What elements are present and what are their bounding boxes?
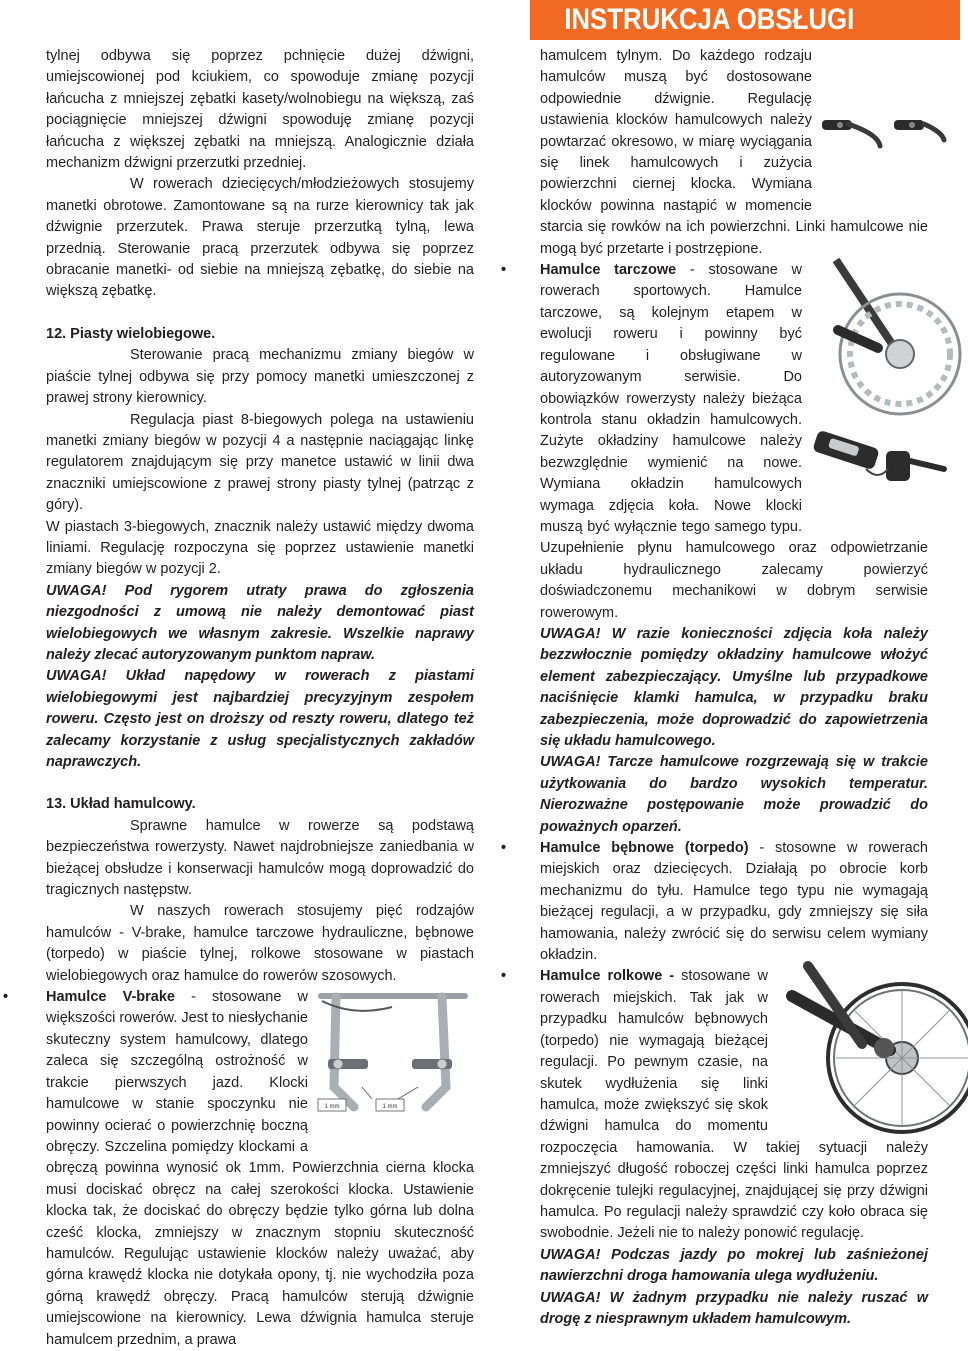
list-item-disc: [501, 260, 928, 624]
gap-label: 1 mm: [382, 1104, 398, 1111]
bullet: •: [501, 840, 507, 857]
list-item-roller: [501, 966, 928, 1244]
warning-text: UWAGA! W żadnym przypadku nie należy ruszać w drogę z niesprawnym układem hamulcowym.: [540, 1289, 928, 1327]
warning-text: UWAGA! Układ napędowy w rowerach z piastami wielobiegowymi jest najbardziej precyzyjnym zespołem roweru. Często jest on droższy od reszty roweru, dlatego też zalecamy korzystanie z usług specjalistycznych zakładów naprawczych.: [46, 668, 474, 770]
vbrake-illustration: [314, 987, 474, 1137]
warning-text: UWAGA! Tarcze hamulcowe rozgrzewają się w trakcie użytkowania do bardzo wysokich temperatur. Nierozważne postępowanie może prowadzić do poważnych oparzeń.: [540, 754, 928, 835]
bullet: •: [501, 968, 507, 985]
warning-text: UWAGA! Pod rygorem utraty prawa do zgłoszenia niezgodności z umową nie należy demontować piast wielobiegowych we własnym zakresie. Wszelkie naprawy należy zlecać autoryzowanym punktom napraw.: [46, 582, 474, 663]
disc-brake-image: [808, 260, 968, 522]
section-heading-12: 12. Piasty wielobiegowe.: [46, 325, 216, 342]
paragraph: W piastach 3-biegowych, znacznik należy ustawić między dwoma liniami. Regulację rozpoczyna się poprzez ustawienie manetki zmiany biegów w pozycji 2.: [46, 518, 474, 578]
paragraph: W rowerach dziecięcych/młodzieżowych stosujemy manetki obrotowe. Zamontowane są na rurze kierownicy tak jak dźwignie przerzutek. Prawa steruje przerzutką tylną, lewa przednią. Sterowanie pracą przerzutek odbywa się poprzez obracanie manetki- od siebie na mniejszą zębatkę, do siebie na większą zębatkę.: [46, 176, 474, 300]
roller-text: stosowane w rowerach miejskich. Tak jak w przypadku hamulców bębnowych (torpedo) nie wymagają bieżącej regulacji. Po pewnym czasie, na skutek wydłużenia się linki hamulca, może zwiększyć się skok dźwigni hamulca do momentu rozpoczęcia hamowania. W takiej sytuacji należy zmniejszyć długość roboczej części linki hamulca poprzez dokręcenie tulejki regulacyjnej, znajdującej się przy dźwigni hamulca. Po regulacji należy sprawdzić czy koło obraca się swobodnie. Jeżeli nie to należy ponowić regulację.: [540, 968, 928, 1242]
paragraph: Regulacja piast 8-biegowych polega na ustawieniu manetki zmiany biegów w pozycji 4 a następnie naciągając linkę regulatorem znajdującym się przy manetce ustawić w linii dwa znaczniki umiejscowione z prawej strony piasty tylnej (patrząc z góry).: [46, 411, 474, 514]
vbrake-image: [314, 987, 474, 1137]
drum-title: Hamulce bębnowe (torpedo): [540, 840, 749, 857]
paragraph: tylnej odbywa się poprzez pchnięcie dużej dźwigni, umiejscowionej pod kciukiem, co spowoduje zmianę pozycji łańcucha z mniejszej zębatki kasety/wolnobiegu na większą, zaś pociągnięcie mniejszej dźwigni spowoduję zmianę pozycji łańcucha z większej zębatki na mniejszą. Analogicznie działa mechanizm dźwigni przerzutki przedniej.: [46, 48, 474, 172]
paragraph: W naszych rowerach stosujemy pięć rodzajów hamulców - V-brake, hamulce tarczowe hydrauliczne, bębnowe (torpedo) w piaście tylnej, rolkowe stosowane w piastach wielobiegowych oraz hamulce do rowerów szosowych.: [46, 903, 474, 984]
disc-brake-illustration: [808, 260, 968, 522]
list-item-drum: [501, 838, 928, 966]
left-column: [3, 46, 474, 1351]
gap-label: 1 mm: [324, 1104, 340, 1111]
roller-brake-image: [772, 966, 968, 1136]
brake-levers-illustration: [818, 46, 952, 196]
warning-text: UWAGA! W razie konieczności zdjęcia koła należy bezzwłocznie pomiędzy okładziny hamulcowe włożyć element zabezpieczający. Umyślne lub przypadkowe naciśnięcie klamki hamulca, w przypadku braku zabezpieczenia, może doprowadzić do zapowietrzenia się układu hamulcowego.: [540, 625, 928, 749]
bullet: •: [3, 989, 9, 1006]
drum-text: - stosowne w rowerach miejskich oraz dziecięcych. Działają po obrocie korb mechanizmu do tyłu. Hamulce tego typu nie wymagają bieżącej regulacji, a w przypadku, gdy zmniejszy się siła hamowania, należy zwrócić się do serwisu celem wymiany okładzin.: [540, 840, 928, 964]
list-item-vbrake: [3, 987, 474, 1351]
disc-text: - stosowane w rowerach sportowych. Hamulce tarczowe, są kolejnym etapem w ewolucji roweru i powinny być regulowane i obsługiwane w autoryzowanym serwisie. Do obowiązków rowerzysty należy bieżąca kontrola stanu okładzin hamulcowych. Zużyte okładziny hamulcowe należy bezwzględnie wymienić na nowe. Wymiana okładzin hamulcowych wymaga zdjęcia koła. Nowe klocki muszą być wyłącznie tego samego typu. Uzupełnienie płynu hamulcowego oraz odpowietrzanie układu hydraulicznego zalecamy powierzyć doświadczonemu mechanikowi w dobrym serwisie rowerowym.: [540, 262, 928, 621]
warning-text: UWAGA! Podczas jazdy po mokrej lub zaśnieżonej nawierzchni droga hamowania ulega wydłużeniu.: [540, 1246, 928, 1285]
vbrake-text: - stosowane w większości rowerów. Jest to niesłychanie skuteczny system hamulcowy, dlatego zaleca się szczególną ostrożność w trakcie pierwszych jazd. Klocki hamulcowe w stanie spoczynku nie powinny ocierać o powierzchnię boczną obręczy. Szczelina pomiędzy klockami a obręczą powinna wynosić ok 1mm. Powierzchnia cierna klocka musi dociskać obręcz na całej szerokości klocka. Ustawienie klocka tak, że dociskać do obręczy będzie tylko górna lub dolna cześć klocka, zmniejszy w znacznym stopniu skuteczność hamulców. Regulując ustawienie klocków należy uważać, aby górna krawędź klocka nie dotykała opony, tj. nie wychodziła poza górną krawędź obręczy. Pracą hamulców sterują dźwignie umiejscowione na kierownicy. Lewa dźwignia hamulca steruje hamulcem przednim, a prawa: [46, 989, 474, 1348]
paragraph: Sterowanie pracą mechanizmu zmiany biegów w piaście tylnej odbywa się przy pomocy manetki umieszczonej z prawej strony kierownicy.: [46, 347, 474, 407]
brake-levers-image: [818, 46, 952, 196]
disc-title: Hamulce tarczowe: [540, 262, 677, 279]
paragraph: Sprawne hamulce w rowerze są podstawą bezpieczeństwa rowerzysty. Nawet najdrobniejsze zaniedbania w bieżącej obsłudze i konserwacji hamulców mogą doprowadzić do tragicznych następstw.: [46, 817, 474, 899]
paragraph: hamulcem tylnym. Do każdego rodzaju hamulców muszą być dostosowane odpowiednie dźwignie. Regulację ustawienia klocków hamulcowych należy powtarzać okresowo, w miarę wyciągania się linek hamulcowych i zużycia powierzchni ciernej klocka. Wymiana klocków powinna nastąpić w momencie starcia się rowków na ich powierzchni. Linki hamulcowe nie mogą być przetarte i postrzępione.: [540, 48, 928, 257]
vbrake-title: Hamulce V-brake: [46, 989, 175, 1006]
roller-title: Hamulce rolkowe -: [540, 968, 675, 985]
right-column: [501, 46, 928, 1330]
page-header-title: INSTRUKCJA OBSŁUGI: [563, 3, 854, 36]
roller-brake-illustration: [772, 966, 968, 1136]
bullet: •: [501, 262, 507, 279]
section-heading-13: 13. Układ hamulcowy.: [46, 796, 196, 813]
